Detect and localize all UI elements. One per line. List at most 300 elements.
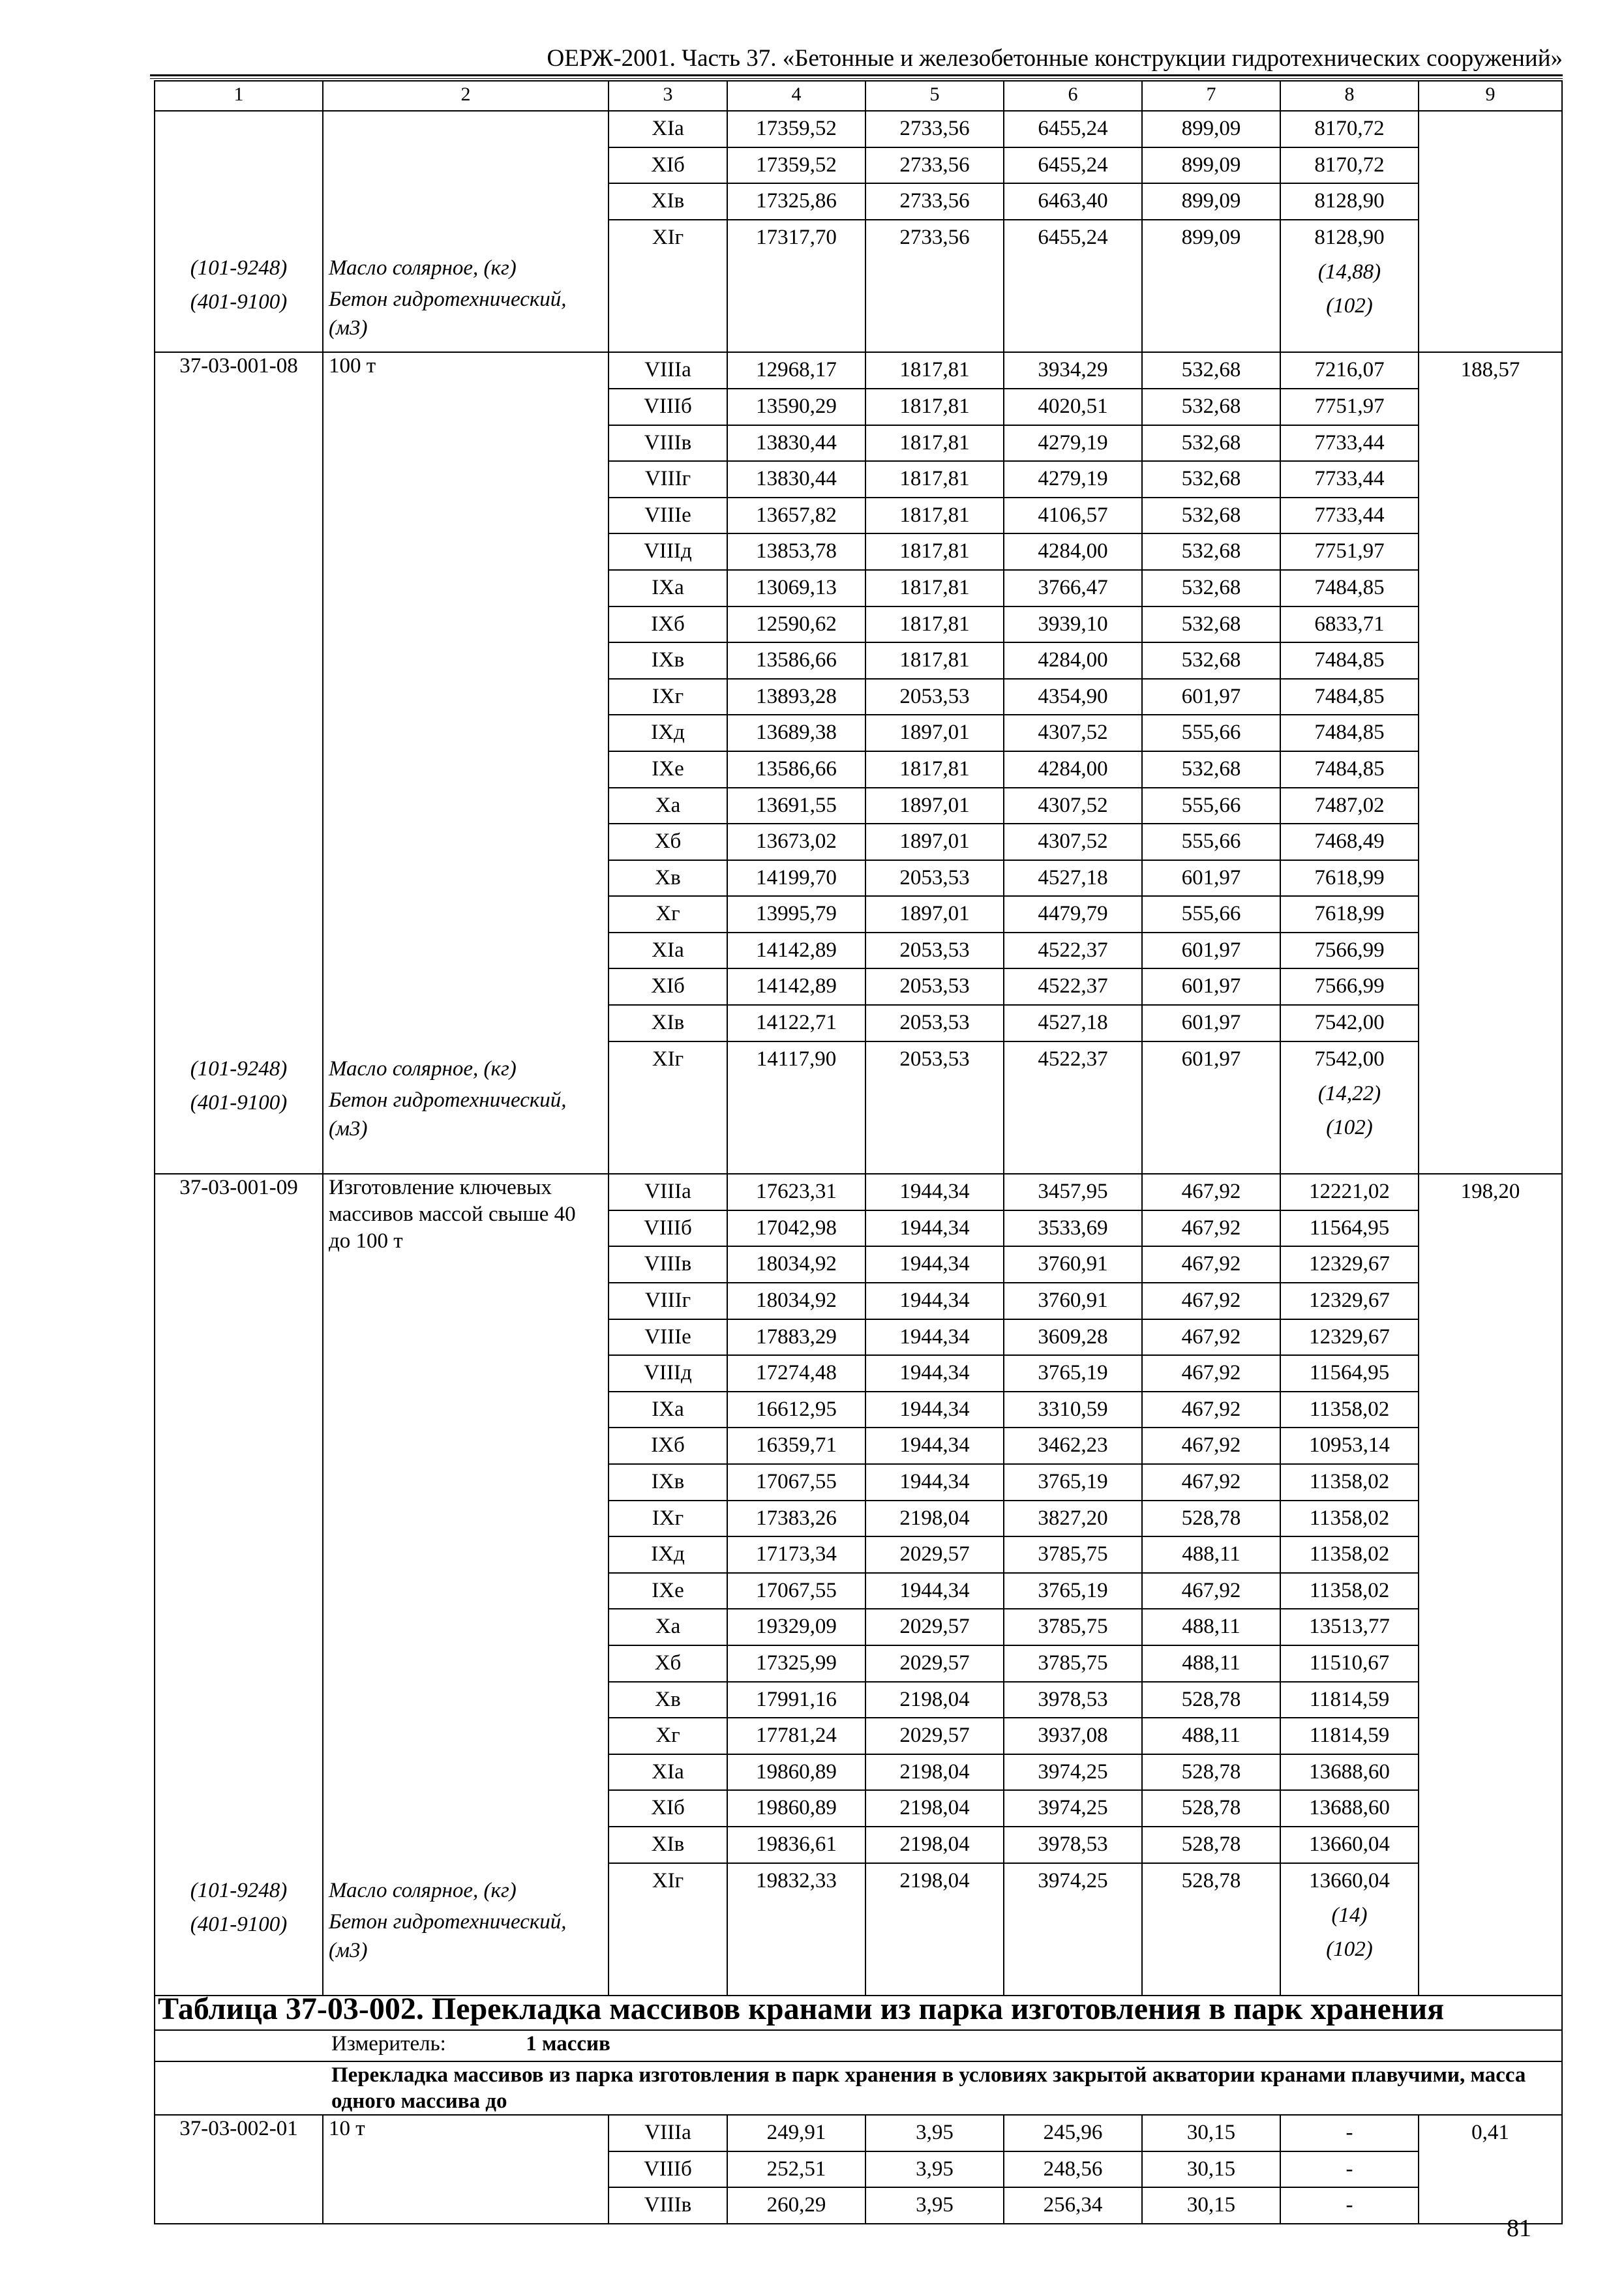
value-cell: 256,34: [1043, 2193, 1103, 2217]
value-cell: 532,68: [1143, 571, 1280, 607]
note-blank: [1004, 1077, 1141, 1111]
note-blank: [728, 1111, 865, 1144]
value-cell: 1944,34: [866, 1574, 1003, 1610]
rate-total-cell: [1419, 2115, 1562, 2224]
zone-label: XIг: [652, 225, 684, 249]
value-cell: 601,97: [1143, 1006, 1280, 1042]
value-cell: 17383,26: [728, 1501, 865, 1538]
value-cell: 19860,89: [728, 1755, 865, 1791]
note-blank: [609, 1932, 727, 1966]
value-stack: [1143, 1174, 1280, 1995]
value-cell: 260,29: [766, 2193, 826, 2217]
value-stack: [609, 112, 727, 352]
note-blank: [866, 255, 1003, 289]
note-blank: [1143, 1898, 1280, 1932]
zone-label: Xа: [609, 1609, 727, 1646]
value-cell: 467,92: [1143, 1174, 1280, 1211]
note-spacer: [1281, 1144, 1418, 1173]
rate-total-cell: [1419, 1174, 1562, 1996]
value-cell: 8170,72: [1281, 112, 1418, 148]
value-cell: 899,09: [1143, 112, 1280, 148]
value-cell: 18034,92: [728, 1283, 865, 1320]
value-cell: 17067,55: [728, 1574, 865, 1610]
value-cell: 1944,34: [866, 1465, 1003, 1501]
value-stack: [1281, 353, 1418, 1173]
value-cell: 245,96: [1004, 2116, 1141, 2152]
note-blank: [728, 255, 865, 289]
value-cell: 7618,99: [1281, 897, 1418, 933]
note-spacer: [1004, 1966, 1141, 1995]
value-cell: 13513,77: [1281, 1609, 1418, 1646]
zone-label: XIа: [609, 112, 727, 148]
rate-name-cell: [323, 111, 609, 352]
zone-label: VIIIа: [609, 1174, 727, 1211]
value-cell: 12221,02: [1281, 1174, 1418, 1211]
value-cell: 19860,89: [728, 1791, 865, 1827]
resource-notes-codes: [160, 251, 317, 319]
resource-notes-codes: [160, 1874, 317, 1941]
value-cell: 528,78: [1143, 1755, 1280, 1791]
value-cell: 467,92: [1143, 1247, 1280, 1283]
rate-code-cell: [155, 111, 323, 352]
value-cell: 13893,28: [728, 680, 865, 716]
value-column: [727, 1174, 865, 1996]
value-cell: 899,09: [1181, 225, 1241, 249]
value-cell: 2733,56: [866, 148, 1003, 185]
value-column: [1004, 2115, 1142, 2224]
value-cell: 248,56: [1004, 2152, 1141, 2189]
zone-label: Xв: [609, 861, 727, 897]
value-cell: 1944,34: [866, 1320, 1003, 1356]
value-cell: 2198,04: [866, 1501, 1003, 1538]
value-stack: [1004, 1174, 1141, 1995]
value-cell: 467,92: [1143, 1392, 1280, 1429]
value-cell: 528,78: [1143, 1683, 1280, 1719]
resource-name: Масло солярное, (кг): [329, 1879, 517, 1903]
value-cell: 13590,29: [728, 389, 865, 426]
note-blank: [609, 1077, 727, 1111]
value-cell: 2029,57: [866, 1718, 1003, 1755]
value-cell: 7566,99: [1281, 933, 1418, 970]
value-cell: 532,68: [1143, 607, 1280, 644]
value-cell: 3974,25: [1038, 1868, 1108, 1893]
value-column: [609, 352, 727, 1174]
column-header: 4: [727, 81, 865, 111]
measure-value: 1 массив: [526, 2032, 610, 2056]
value-stack: [1281, 1174, 1418, 1995]
value-cell: 7733,44: [1281, 498, 1418, 535]
value-cell: 467,92: [1143, 1465, 1280, 1501]
column-header: 2: [323, 81, 609, 111]
value-cell: 2053,53: [866, 969, 1003, 1006]
value-cell: 532,68: [1143, 534, 1280, 571]
value-cell: 1817,81: [866, 571, 1003, 607]
value-cell: 1817,81: [866, 462, 1003, 498]
note-blank: [609, 1898, 727, 1932]
value-cell: 3457,95: [1004, 1174, 1141, 1211]
value-cell: 19836,61: [728, 1827, 865, 1864]
value-cell: 3462,23: [1004, 1428, 1141, 1465]
value-cell: 2053,53: [899, 1047, 970, 1071]
zone-label: IXе: [609, 1574, 727, 1610]
value-cell: 14117,90: [756, 1047, 837, 1071]
value-cell: 14199,70: [728, 861, 865, 897]
value-stack: [866, 353, 1003, 1173]
value-cell: 7618,99: [1281, 861, 1418, 897]
value-cell: 555,66: [1143, 824, 1280, 861]
value-cell: 16359,71: [728, 1428, 865, 1465]
rate-code: 37-03-001-08: [179, 354, 298, 378]
rates-table: [154, 80, 1563, 2224]
value-cell: 7733,44: [1281, 426, 1418, 462]
resource-code: (101-9248): [190, 1879, 288, 1903]
column-header: 1: [155, 81, 323, 111]
value-stack: [866, 2116, 1003, 2223]
value-cell: 899,09: [1143, 184, 1280, 220]
value-column: [609, 1174, 727, 1996]
value-cell: 8128,90: [1314, 225, 1385, 249]
value-cell: 17274,48: [728, 1356, 865, 1392]
value-cell: 1944,34: [866, 1428, 1003, 1465]
value-cell: 2198,04: [866, 1683, 1003, 1719]
value-cell: 2029,57: [866, 1537, 1003, 1574]
value-column: [865, 111, 1004, 352]
note-value: (14,88): [1317, 260, 1381, 284]
note-spacer: [866, 1144, 1003, 1173]
value-cell: 488,11: [1143, 1718, 1280, 1755]
zone-label: Xб: [609, 824, 727, 861]
zone-label: XIб: [609, 1791, 727, 1827]
value-cell: 12329,67: [1281, 1247, 1418, 1283]
value-cell: 1897,01: [866, 897, 1003, 933]
value-cell: 1944,34: [866, 1174, 1003, 1211]
value-cell: 1817,81: [866, 389, 1003, 426]
value-column: [865, 2115, 1004, 2224]
zone-label: VIIIд: [609, 1356, 727, 1392]
table-title: Таблица 37-03-002. Перекладка массивов кранами из парка изготовления в парк хранения: [155, 1996, 1562, 2030]
value-cell: 7751,97: [1281, 534, 1418, 571]
zone-label: XIв: [609, 1006, 727, 1042]
note-spacer: [1004, 1144, 1141, 1173]
zone-label: IXд: [609, 715, 727, 752]
value-cell: 1817,81: [866, 426, 1003, 462]
value-cell: 6463,40: [1004, 184, 1141, 220]
value-cell: 11510,67: [1281, 1646, 1418, 1683]
value-cell: 1897,01: [866, 715, 1003, 752]
value-cell: 601,97: [1143, 861, 1280, 897]
value-cell: 2053,53: [866, 933, 1003, 970]
zone-label: Xв: [609, 1683, 727, 1719]
rate-total-cell: [1419, 352, 1562, 1174]
value-cell: 17325,99: [728, 1646, 865, 1683]
zone-label: Xб: [609, 1646, 727, 1683]
value-cell: 6455,24: [1004, 112, 1141, 148]
note-spacer: [728, 1144, 865, 1173]
value-cell: 3,95: [866, 2152, 1003, 2189]
note-blank: [1004, 1898, 1141, 1932]
rate-block: [155, 2115, 1562, 2224]
value-column: [865, 1174, 1004, 1996]
zone-label: XIа: [609, 933, 727, 970]
value-cell: 4284,00: [1004, 752, 1141, 788]
note-value: (102): [1326, 1937, 1373, 1962]
value-cell: 7751,97: [1281, 389, 1418, 426]
value-cell: 3785,75: [1004, 1646, 1141, 1683]
value-cell: 2029,57: [866, 1646, 1003, 1683]
value-stack: [1143, 2116, 1280, 2223]
column-header: 6: [1004, 81, 1142, 111]
zone-label: XIв: [609, 184, 727, 220]
rate-total: 188,57: [1460, 358, 1520, 382]
value-cell: 4527,18: [1004, 1006, 1141, 1042]
value-cell: 2053,53: [866, 680, 1003, 716]
value-cell: 528,78: [1181, 1868, 1241, 1893]
value-column: [1004, 1174, 1142, 1996]
value-cell: 11358,02: [1281, 1392, 1418, 1429]
page-number: 81: [1507, 2215, 1531, 2242]
note-blank: [1004, 1932, 1141, 1966]
value-cell: 8170,72: [1281, 148, 1418, 185]
note-blank: [609, 289, 727, 323]
value-cell: 1817,81: [866, 752, 1003, 788]
note-value: (102): [1326, 1116, 1373, 1140]
value-cell: 13688,60: [1281, 1791, 1418, 1827]
value-cell: 4279,19: [1004, 426, 1141, 462]
value-cell: 467,92: [1143, 1574, 1280, 1610]
value-cell: 11814,59: [1281, 1718, 1418, 1755]
value-cell: 17067,55: [728, 1465, 865, 1501]
measure-label: Измеритель:: [331, 2032, 446, 2056]
rate-row: [155, 352, 1562, 1174]
rate-name-cell: [323, 1174, 609, 1996]
value-cell: 7216,07: [1281, 353, 1418, 389]
value-cell: 17317,70: [756, 225, 837, 249]
value-cell: 4307,52: [1004, 824, 1141, 861]
value-cell: 2733,56: [866, 112, 1003, 148]
value-stack: [728, 353, 865, 1173]
value-stack: [1281, 112, 1418, 352]
value-cell: 3939,10: [1004, 607, 1141, 644]
resource-code: (401-9100): [190, 1913, 288, 1937]
rate-block: [155, 111, 1562, 352]
value-cell: 7484,85: [1281, 715, 1418, 752]
value-stack: [1143, 353, 1280, 1173]
value-column: [1142, 1174, 1280, 1996]
value-column: [1142, 2115, 1280, 2224]
zone-label: IXе: [609, 752, 727, 788]
rate-name-cell: [323, 352, 609, 1174]
value-column: [727, 2115, 865, 2224]
note-blank: [866, 1932, 1003, 1966]
value-cell: 13673,02: [728, 824, 865, 861]
measure-cell: [155, 2030, 1562, 2061]
value-cell: 1944,34: [866, 1211, 1003, 1248]
value-cell: 2053,53: [866, 1006, 1003, 1042]
column-header: 7: [1142, 81, 1280, 111]
value-cell: 528,78: [1143, 1827, 1280, 1864]
value-cell: 467,92: [1143, 1356, 1280, 1392]
note-spacer: [866, 1966, 1003, 1995]
value-cell: 555,66: [1143, 897, 1280, 933]
value-cell: 4279,19: [1004, 462, 1141, 498]
value-cell: 30,15: [1143, 2152, 1280, 2189]
value-cell: -: [1281, 2116, 1418, 2152]
zone-label: VIIIе: [609, 498, 727, 535]
resource-name: Масло солярное, (кг): [329, 256, 517, 280]
value-stack: [1004, 353, 1141, 1173]
zone-label: VIIIг: [609, 1283, 727, 1320]
value-cell: 17042,98: [728, 1211, 865, 1248]
column-number-row: [155, 81, 1562, 111]
value-cell: 899,09: [1143, 148, 1280, 185]
value-cell: 2198,04: [866, 1791, 1003, 1827]
value-cell: 6455,24: [1038, 225, 1108, 249]
note-blank: [609, 1111, 727, 1144]
value-cell: 12329,67: [1281, 1320, 1418, 1356]
value-cell: 13691,55: [728, 788, 865, 825]
rate-name: Изготовление ключевых массивов массой свыше 40 до 100 т: [329, 1176, 576, 1253]
note-spacer: [1281, 323, 1418, 352]
note-blank: [1143, 1932, 1280, 1966]
value-cell: 532,68: [1143, 643, 1280, 680]
table-title-row: [155, 1996, 1562, 2030]
note-value: (102): [1326, 294, 1373, 318]
value-cell: 532,68: [1143, 426, 1280, 462]
value-cell: 1817,81: [866, 498, 1003, 535]
value-cell: 4307,52: [1004, 788, 1141, 825]
value-cell: 4527,18: [1004, 861, 1141, 897]
value-cell: 7542,00: [1281, 1006, 1418, 1042]
value-cell: 19832,33: [756, 1868, 837, 1893]
value-cell: 17325,86: [728, 184, 865, 220]
value-cell: 12590,62: [728, 607, 865, 644]
value-cell: 3974,25: [1004, 1791, 1141, 1827]
value-cell: 13586,66: [728, 643, 865, 680]
header-rule-thin: [150, 78, 1563, 79]
resource-notes-names: [329, 251, 603, 342]
resource-notes-names: [329, 1052, 603, 1143]
value-cell: 252,51: [728, 2152, 865, 2189]
rate-name-cell: [323, 2115, 609, 2224]
value-cell: 13830,44: [728, 426, 865, 462]
rate-code-cell: [155, 2115, 323, 2224]
zone-label: XIб: [609, 148, 727, 185]
value-cell: 3827,20: [1004, 1501, 1141, 1538]
value-column: [1142, 111, 1280, 352]
zone-label: IXа: [609, 1392, 727, 1429]
note-blank: [1004, 1111, 1141, 1144]
value-cell: 3978,53: [1004, 1683, 1141, 1719]
value-stack: [1004, 2116, 1141, 2223]
resource-name: Бетон гидротехнический, (м3): [329, 288, 567, 340]
value-cell: 13069,13: [728, 571, 865, 607]
note-spacer: [609, 1966, 727, 1995]
zone-label: VIIIв: [609, 1247, 727, 1283]
value-cell: 17359,52: [728, 112, 865, 148]
rate-name: 10 т: [329, 2117, 365, 2141]
value-cell: 14142,89: [728, 933, 865, 970]
zone-label: VIIIб: [609, 2152, 727, 2189]
value-cell: 13657,82: [728, 498, 865, 535]
value-column: [1280, 352, 1419, 1174]
note-blank: [866, 1898, 1003, 1932]
value-stack: [866, 1174, 1003, 1995]
value-cell: 6455,24: [1004, 148, 1141, 185]
value-cell: 17359,52: [728, 148, 865, 185]
value-cell: -: [1346, 2193, 1353, 2217]
value-cell: -: [1281, 2152, 1418, 2189]
zone-label: IXв: [609, 643, 727, 680]
zone-label: Xа: [609, 788, 727, 825]
value-cell: 532,68: [1143, 353, 1280, 389]
zone-label: VIIIб: [609, 389, 727, 426]
value-cell: 4522,37: [1004, 933, 1141, 970]
value-cell: 18034,92: [728, 1247, 865, 1283]
value-cell: 7484,85: [1281, 571, 1418, 607]
value-cell: 7542,00: [1314, 1047, 1385, 1071]
value-cell: 14122,71: [728, 1006, 865, 1042]
value-stack: [728, 1174, 865, 1995]
value-column: [865, 352, 1004, 1174]
value-stack: [609, 353, 727, 1173]
value-cell: 601,97: [1181, 1047, 1241, 1071]
value-stack: [728, 112, 865, 352]
zone-label: IXб: [609, 607, 727, 644]
value-cell: 601,97: [1143, 969, 1280, 1006]
note-spacer: [1143, 1144, 1280, 1173]
zone-label: XIг: [652, 1868, 684, 1893]
value-cell: 3785,75: [1004, 1537, 1141, 1574]
value-cell: 1944,34: [866, 1283, 1003, 1320]
value-cell: 4522,37: [1004, 969, 1141, 1006]
value-cell: 555,66: [1143, 788, 1280, 825]
note-blank: [728, 1898, 865, 1932]
value-cell: 12968,17: [728, 353, 865, 389]
value-cell: 2029,57: [866, 1609, 1003, 1646]
note-spacer: [1004, 323, 1141, 352]
zone-label: VIIIг: [609, 462, 727, 498]
value-cell: 30,15: [1186, 2193, 1236, 2217]
value-column: [1142, 352, 1280, 1174]
value-stack: [866, 112, 1003, 352]
value-stack: [728, 2116, 865, 2223]
note-blank: [866, 1077, 1003, 1111]
zone-label: IXб: [609, 1428, 727, 1465]
note-blank: [1004, 289, 1141, 323]
value-cell: 17883,29: [728, 1320, 865, 1356]
value-stack: [609, 2116, 727, 2223]
note-blank: [728, 289, 865, 323]
value-cell: 3310,59: [1004, 1392, 1141, 1429]
value-cell: 7484,85: [1281, 680, 1418, 716]
zone-label: VIIIе: [609, 1320, 727, 1356]
value-cell: 13660,04: [1309, 1868, 1390, 1893]
zone-label: IXв: [609, 1465, 727, 1501]
value-cell: 16612,95: [728, 1392, 865, 1429]
value-cell: 17173,34: [728, 1537, 865, 1574]
zone-label: IXг: [609, 1501, 727, 1538]
rate-row: [155, 111, 1562, 352]
zone-label: IXг: [609, 680, 727, 716]
value-cell: 528,78: [1143, 1791, 1280, 1827]
value-cell: 4522,37: [1038, 1047, 1108, 1071]
value-cell: 7484,85: [1281, 752, 1418, 788]
value-cell: 2053,53: [866, 861, 1003, 897]
zone-label: VIIIа: [609, 353, 727, 389]
section-row: [155, 2061, 1562, 2115]
zone-label: VIIIа: [609, 2116, 727, 2152]
value-cell: 1817,81: [866, 534, 1003, 571]
